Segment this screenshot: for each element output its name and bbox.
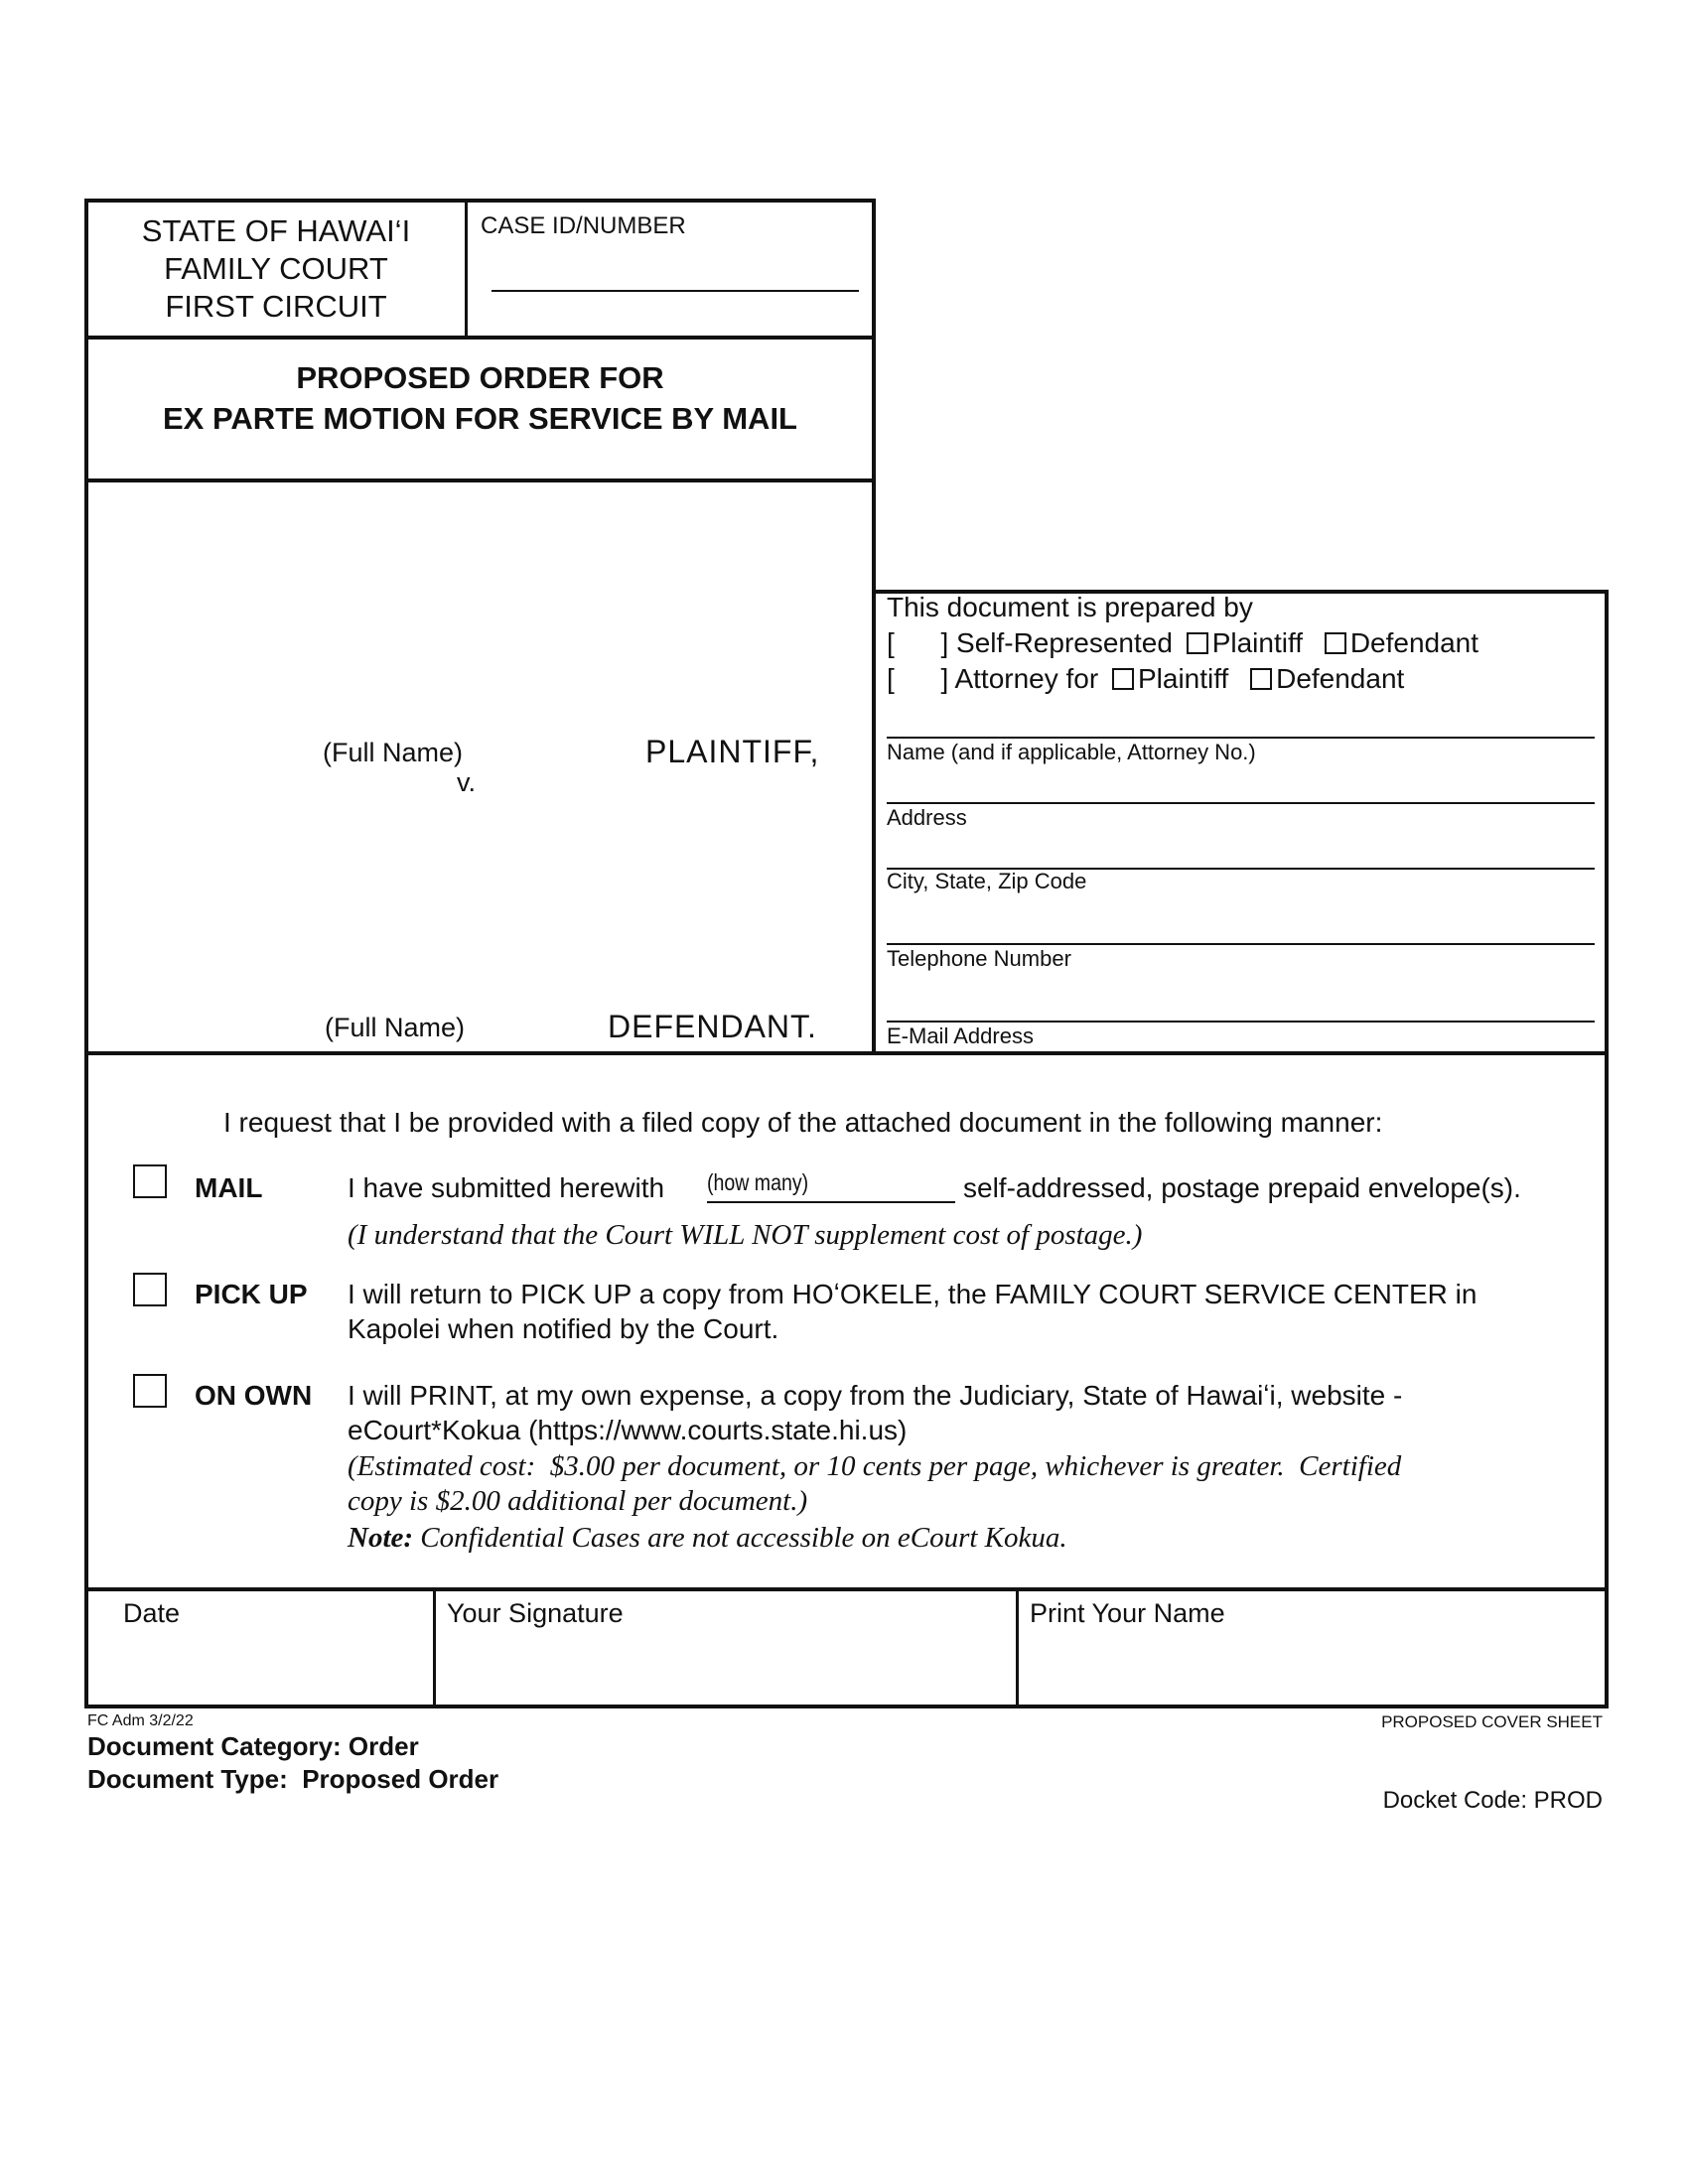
title-line-1: PROPOSED ORDER FOR xyxy=(296,360,664,395)
defendant-label: DEFENDANT. xyxy=(608,1009,817,1044)
mail-label: MAIL xyxy=(195,1172,263,1203)
signature-field[interactable] xyxy=(439,1594,1013,1702)
date-label: Date xyxy=(123,1598,181,1628)
defendant-full-name: (Full Name) xyxy=(325,1013,466,1042)
pickup-label: PICK UP xyxy=(195,1279,308,1309)
address-field-line[interactable] xyxy=(887,802,1595,804)
mail-text-after: self-addressed, postage prepaid envelope(s). xyxy=(963,1172,1521,1203)
self-plaintiff-checkbox[interactable] xyxy=(1187,632,1208,654)
email-field-line[interactable] xyxy=(887,1021,1595,1023)
self-defendant-checkbox[interactable] xyxy=(1325,632,1346,654)
case-id-label: CASE ID/NUMBER xyxy=(481,212,686,239)
address-field-label: Address xyxy=(887,805,967,830)
self-represented-bracket[interactable]: [ ] xyxy=(887,627,949,658)
attorney-defendant-label: Defendant xyxy=(1276,663,1405,694)
case-id-field[interactable] xyxy=(492,290,859,292)
on-own-checkbox[interactable] xyxy=(133,1374,167,1408)
telephone-field-label: Telephone Number xyxy=(887,946,1071,971)
self-represented-label: Self-Represented xyxy=(956,627,1173,658)
document-category: Document Category: Order xyxy=(87,1731,419,1761)
document-type: Document Type: Proposed Order xyxy=(87,1764,499,1794)
cover-sheet-label: PROPOSED COVER SHEET xyxy=(1381,1712,1603,1731)
signature-divider-2 xyxy=(1016,1587,1019,1708)
telephone-field-line[interactable] xyxy=(887,943,1595,945)
print-name-field[interactable] xyxy=(1022,1594,1602,1702)
ecourt-note xyxy=(348,1522,1067,1555)
date-field[interactable] xyxy=(91,1594,429,1702)
attorney-plaintiff-label: Plaintiff xyxy=(1137,663,1229,694)
mail-checkbox[interactable] xyxy=(133,1164,167,1198)
versus-label: v. xyxy=(457,767,476,797)
court-line-3: FIRST CIRCUIT xyxy=(165,289,387,324)
name-field-label: Name (and if applicable, Attorney No.) xyxy=(887,740,1256,764)
plaintiff-full-name: (Full Name) xyxy=(323,738,464,767)
signature-label: Your Signature xyxy=(447,1598,624,1628)
docket-code: Docket Code: PROD xyxy=(1382,1787,1603,1814)
attorney-for-row xyxy=(887,663,1404,695)
form-code: FC Adm 3/2/22 xyxy=(87,1712,194,1729)
prepared-by-heading: This document is prepared by xyxy=(887,592,1253,622)
pickup-checkbox[interactable] xyxy=(133,1273,167,1306)
mail-note: (I understand that the Court WILL NOT supplement cost of postage.) xyxy=(348,1219,1143,1251)
prepared-by-box xyxy=(872,590,1609,1055)
on-own-label: ON OWN xyxy=(195,1380,313,1411)
ecourt-note-label: Note: xyxy=(348,1522,414,1554)
self-represented-row xyxy=(887,627,1478,659)
court-case-divider xyxy=(465,199,468,340)
cost-line-2: copy is $2.00 additional per document.) xyxy=(348,1485,808,1517)
name-field-line[interactable] xyxy=(887,737,1595,739)
signature-divider-1 xyxy=(433,1587,436,1708)
page-title xyxy=(89,357,871,439)
court-name xyxy=(89,212,463,326)
attorney-defendant-checkbox[interactable] xyxy=(1250,668,1272,690)
request-intro: I request that I be provided with a filed copy of the attached document in the following manner: xyxy=(223,1107,1383,1138)
pickup-line-1: I will return to PICK UP a copy from HOʻOKELE, the FAMILY COURT SERVICE CENTER in xyxy=(348,1279,1477,1309)
mail-text-before: I have submitted herewith xyxy=(348,1172,665,1203)
on-own-line-2: eCourt*Kokua (https://www.courts.state.hi.us) xyxy=(348,1415,908,1445)
court-line-2: FAMILY COURT xyxy=(164,251,388,286)
self-plaintiff-label: Plaintiff xyxy=(1211,627,1304,658)
self-defendant-label: Defendant xyxy=(1349,627,1479,658)
email-field-label: E-Mail Address xyxy=(887,1024,1034,1048)
plaintiff-label: PLAINTIFF, xyxy=(645,734,820,769)
attorney-plaintiff-checkbox[interactable] xyxy=(1112,668,1134,690)
attorney-for-label: Attorney for xyxy=(954,663,1099,694)
title-line-2: EX PARTE MOTION FOR SERVICE BY MAIL xyxy=(162,401,797,436)
mail-envelope-count-field[interactable] xyxy=(707,1169,955,1203)
print-name-label: Print Your Name xyxy=(1030,1598,1225,1628)
pickup-line-2: Kapolei when notified by the Court. xyxy=(348,1313,779,1344)
ecourt-note-text: Confidential Cases are not accessible on eCourt Kokua. xyxy=(420,1522,1067,1554)
mail-blank-hint: (how many) xyxy=(707,1169,809,1195)
court-line-1: STATE OF HAWAI‘I xyxy=(141,213,411,248)
on-own-line-1: I will PRINT, at my own expense, a copy from the Judiciary, State of Hawaiʻi, website - xyxy=(348,1380,1403,1411)
cost-line-1: (Estimated cost: $3.00 per document, or 10 cents per page, whichever is greater. Certified xyxy=(348,1450,1402,1482)
city-field-label: City, State, Zip Code xyxy=(887,869,1087,893)
attorney-bracket[interactable]: [ ] xyxy=(887,663,949,694)
